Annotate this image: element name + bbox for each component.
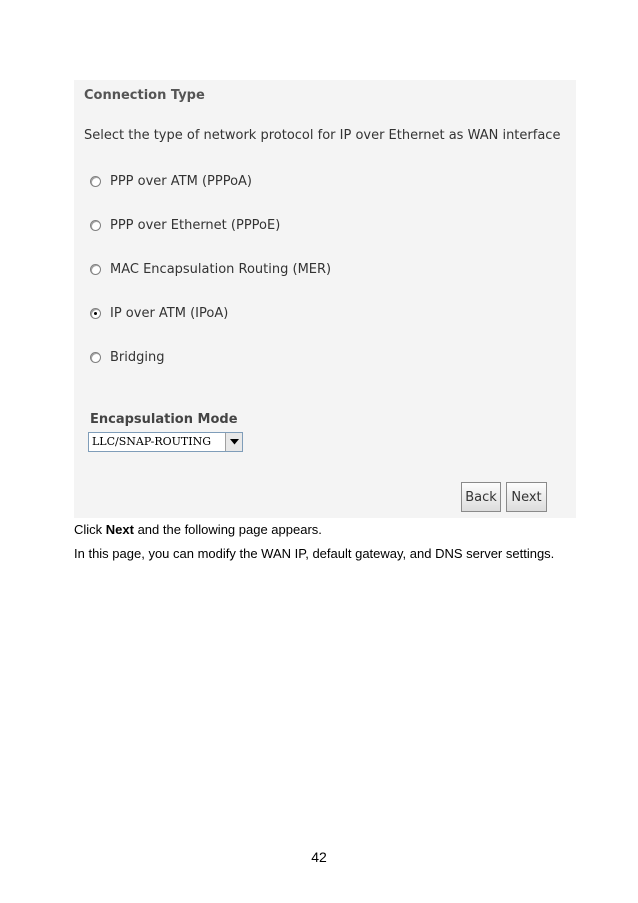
instruction-bold-next: Next bbox=[105, 522, 134, 537]
option-pppoe[interactable] bbox=[90, 218, 280, 233]
radio-mer[interactable] bbox=[90, 264, 101, 275]
instruction-line bbox=[74, 520, 322, 540]
page-number: 42 bbox=[311, 849, 327, 865]
option-label: IP over ATM (IPoA) bbox=[110, 306, 229, 321]
option-label: PPP over Ethernet (PPPoE) bbox=[110, 218, 281, 233]
back-button[interactable]: Back bbox=[461, 482, 501, 512]
radio-bridging[interactable] bbox=[90, 352, 101, 363]
option-pppoa[interactable] bbox=[90, 174, 252, 189]
radio-pppoa[interactable] bbox=[90, 176, 101, 187]
connection-type-title: Connection Type bbox=[84, 88, 205, 103]
encapsulation-mode-title: Encapsulation Mode bbox=[90, 412, 238, 427]
option-label: Bridging bbox=[110, 350, 165, 365]
chevron-down-icon[interactable] bbox=[225, 433, 242, 451]
encapsulation-mode-value: LLC/SNAP-ROUTING bbox=[92, 435, 212, 448]
connection-type-prompt: Select the type of network protocol for IP over Ethernet as WAN interface bbox=[84, 128, 561, 143]
instruction-suffix: and the following page appears. bbox=[133, 522, 322, 537]
encapsulation-mode-select[interactable] bbox=[88, 432, 243, 452]
radio-pppoe[interactable] bbox=[90, 220, 101, 231]
option-bridging[interactable] bbox=[90, 350, 164, 365]
embedded-screenshot bbox=[74, 80, 576, 518]
radio-ipoa[interactable] bbox=[90, 308, 101, 319]
next-button[interactable]: Next bbox=[506, 482, 547, 512]
instruction-prefix: Click bbox=[74, 522, 106, 537]
option-label: MAC Encapsulation Routing (MER) bbox=[110, 262, 332, 277]
option-ipoa[interactable] bbox=[90, 306, 228, 321]
description-paragraph: In this page, you can modify the WAN IP, default gateway, and DNS server settings. bbox=[74, 546, 555, 561]
option-label: PPP over ATM (PPPoA) bbox=[110, 174, 252, 189]
option-mer[interactable] bbox=[90, 262, 331, 277]
